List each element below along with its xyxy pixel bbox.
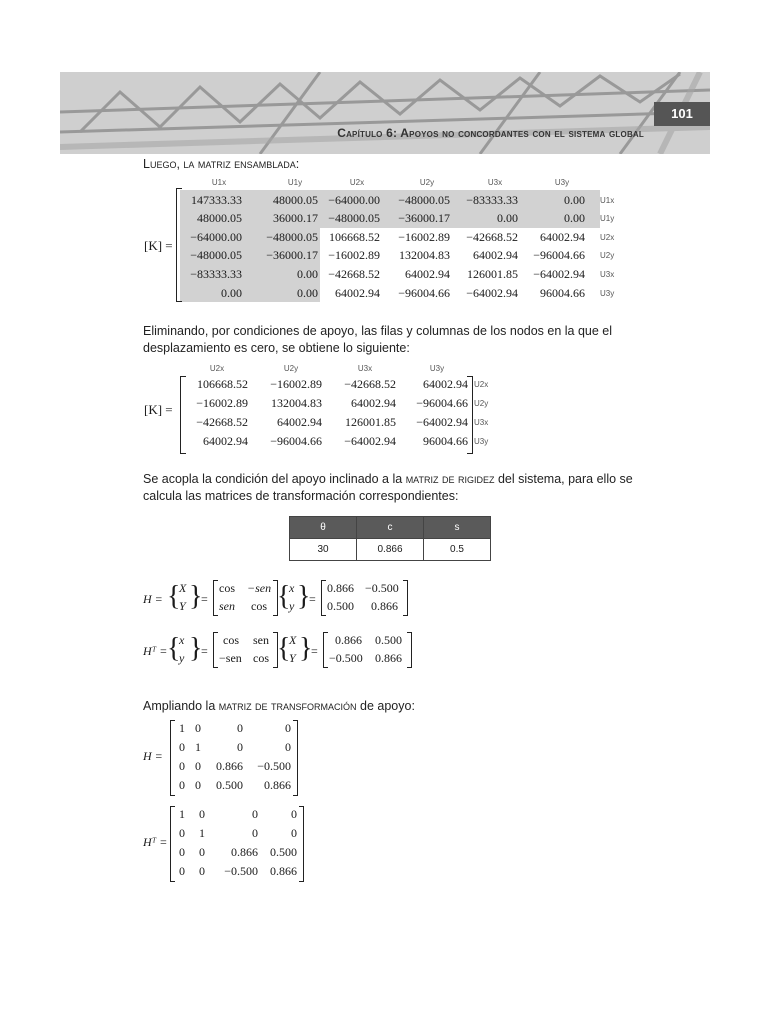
eq-ht-v2-0: X [289, 633, 297, 647]
matrix2-cell: 106668.52 [197, 377, 248, 391]
h4-cell: 0 [285, 721, 291, 735]
matrix1-cell: −64000.00 [328, 193, 380, 207]
header-banner [60, 72, 710, 154]
ht4-cell: 1 [179, 807, 185, 821]
ht4-cell: 0 [199, 807, 205, 821]
eq-h-r-bl [321, 580, 326, 616]
matrix2-cell: 64002.94 [203, 434, 248, 448]
h4-cell: 0 [179, 740, 185, 754]
matrix2-cell: 126001.85 [345, 415, 396, 429]
matrix2-cell: −42668.52 [344, 377, 396, 391]
matrix1-cell: 0.00 [297, 286, 318, 300]
eq-ht-brace-l: { [167, 633, 181, 664]
eq-h-equals-1: = [201, 592, 208, 606]
eq-ht-brace-r: } [189, 633, 203, 664]
eq-h-r-br [403, 580, 408, 616]
matrix1-cell: 96004.66 [540, 286, 585, 300]
matrix1-cell: −64000.00 [190, 230, 242, 244]
angle-parameter-table [289, 516, 491, 561]
value-s: 0.5 [424, 539, 491, 561]
eq-h-brace2-r: } [297, 581, 311, 612]
h4-cell: 0.866 [216, 759, 243, 773]
matrix1-label: [K] = [144, 238, 173, 253]
ht4-cell: 0 [179, 864, 185, 878]
eq-h-m00: cos [219, 581, 235, 595]
paragraph-couple [143, 471, 643, 505]
eq-h-m10: sen [219, 599, 235, 613]
eq-h-lhs: H = [143, 592, 163, 606]
h4-cell: 0 [195, 778, 201, 792]
matrix1-cell: 48000.05 [273, 193, 318, 207]
h4-cell: 0 [285, 740, 291, 754]
matrix2-col-header: U3x [357, 364, 373, 373]
matrix1-row-label: U1y [600, 214, 615, 223]
eq-h-brace-r: } [189, 581, 203, 612]
matrix1-cell: 106668.52 [329, 230, 380, 244]
matrix1-col-header: U2x [349, 178, 365, 187]
paragraph-eliminate: Eliminando, por condiciones de apoyo, las filas y columnas de los nodos en la que el desplazamiento es cero, se obtiene lo siguiente: [143, 324, 613, 355]
header-s: s [424, 517, 491, 539]
matrix1-cell: 64002.94 [473, 248, 518, 262]
header-c: c [357, 517, 424, 539]
text-p4a: Ampliando la [143, 699, 219, 713]
eq-ht-m00: cos [223, 633, 239, 647]
text-p3c: del sistema, para ello se calcula las matrices de transformación correspondientes: [143, 472, 633, 503]
ht4-cell: 0 [291, 826, 297, 840]
ht4-cell: −0.500 [224, 864, 258, 878]
paragraph-expand [143, 698, 643, 715]
matrix1-cell: −16002.89 [328, 248, 380, 262]
h4-cell: 0 [179, 759, 185, 773]
matrix1-cell: −83333.33 [466, 193, 518, 207]
eq-ht-brace2-l: { [277, 633, 291, 664]
ht4-cell: 0.866 [270, 864, 297, 878]
ht4-cell: 0 [179, 845, 185, 859]
header-theta: θ [290, 517, 357, 539]
matrix1-cell: −64002.94 [533, 267, 585, 281]
eq-h-v1-1: Y [179, 599, 186, 613]
matrix2-cell: −16002.89 [270, 377, 322, 391]
matrix2-row-label: U3y [474, 437, 489, 446]
h4-cell: −0.500 [257, 759, 291, 773]
eq-h-r00: 0.866 [327, 581, 354, 595]
h4-cell: 0.500 [216, 778, 243, 792]
eq-ht-equals-2: = [311, 644, 318, 658]
eq-ht-v1-1: y [179, 651, 185, 665]
eq-ht-v1-0: x [179, 633, 185, 647]
eq-ht-v2-1: Y [289, 651, 296, 665]
ht4-cell: 0 [252, 807, 258, 821]
paragraph-assembled-matrix [143, 156, 643, 173]
chapter-title: Capítulo 6: Apoyos no concordantes con el sistema global [337, 126, 644, 140]
matrix1-cell: −96004.66 [398, 286, 450, 300]
expanded-h-matrix [143, 718, 313, 798]
matrix1-cell: −36000.17 [266, 248, 318, 262]
matrix1-cell: −48000.05 [190, 248, 242, 262]
ht4-cell: 0 [252, 826, 258, 840]
h4-cell: 0 [179, 778, 185, 792]
matrix1-cell: −64002.94 [466, 286, 518, 300]
matrix1-cell: −16002.89 [398, 230, 450, 244]
matrix2-cell: −16002.89 [196, 396, 248, 410]
text-p3b: matriz de rigidez [405, 472, 495, 486]
ht4-cell: 0 [291, 807, 297, 821]
matrix1-row-label: U1x [600, 196, 615, 205]
eq-ht-lhs: Hᵀ = [143, 644, 168, 658]
truss-illustration [60, 72, 710, 154]
matrix2-cell: 132004.83 [271, 396, 322, 410]
matrix1-cell: −48000.05 [266, 230, 318, 244]
eq-h-r10: 0.500 [327, 599, 354, 613]
matrix2-cell: −96004.66 [416, 396, 468, 410]
matrix2-cell: 64002.94 [423, 377, 468, 391]
matrix1-cell: −48000.05 [398, 193, 450, 207]
matrix1-cell: 147333.33 [191, 193, 242, 207]
matrix1-row-label: U2x [600, 233, 615, 242]
ht4-label: Hᵀ = [143, 835, 168, 849]
matrix2-label: [K] = [144, 402, 173, 417]
matrix1-cell: 126001.85 [467, 267, 518, 281]
matrix2-cell: −96004.66 [270, 434, 322, 448]
matrix2-cell: 64002.94 [277, 415, 322, 429]
matrix1-cell: 0.00 [564, 193, 585, 207]
equation-ht [143, 630, 423, 670]
eq-ht-r01: 0.500 [375, 633, 402, 647]
matrix1-cell: 0.00 [564, 211, 585, 225]
h4-cell: 0.866 [264, 778, 291, 792]
eq-h-v2-0: x [289, 581, 295, 595]
h4-cell: 0 [237, 721, 243, 735]
eq-ht-equals-1: = [201, 644, 208, 658]
reduced-stiffness-matrix [140, 364, 520, 456]
h4-label: H = [143, 749, 163, 763]
ht4-right-bracket [299, 806, 304, 882]
matrix1-cell: −36000.17 [398, 211, 450, 225]
ht4-cell: 0.866 [231, 845, 258, 859]
matrix1-col-header: U3x [487, 178, 503, 187]
page-number: 101 [654, 102, 710, 126]
matrix2-row-label: U2x [474, 380, 489, 389]
eq-ht-m01: sen [253, 633, 269, 647]
matrix1-cell: −42668.52 [466, 230, 518, 244]
matrix2-cell: 96004.66 [423, 434, 468, 448]
eq-ht-brace2-r: } [299, 633, 313, 664]
eq-h-v2-1: y [289, 599, 295, 613]
matrix2-col-header: U3y [429, 364, 445, 373]
eq-h-m01: −sen [247, 581, 272, 595]
eq-ht-r10: −0.500 [329, 651, 363, 665]
matrix1-col-header: U2y [419, 178, 435, 187]
assembled-stiffness-matrix [140, 176, 620, 306]
h4-cell: 1 [195, 740, 201, 754]
matrix1-cell: −42668.52 [328, 267, 380, 281]
text-p4b: matriz de transformación [218, 699, 357, 713]
eq-h-brace2-l: { [277, 581, 291, 612]
eq-h-m11: cos [251, 599, 267, 613]
eq-ht-r11: 0.866 [375, 651, 402, 665]
h4-cell: 0 [195, 721, 201, 735]
matrix1-cell: 48000.05 [197, 211, 242, 225]
eq-h-m-bl [213, 580, 218, 616]
matrix1-cell: −83333.33 [190, 267, 242, 281]
matrix2-cell: −64002.94 [344, 434, 396, 448]
eq-ht-r00: 0.866 [335, 633, 362, 647]
ht4-cell: 0 [199, 864, 205, 878]
ht4-cell: 0 [179, 826, 185, 840]
matrix1-row-label: U2y [600, 251, 615, 260]
h4-right-bracket [293, 720, 298, 796]
text-p1: Luego, la matriz ensamblada: [143, 157, 300, 171]
matrix1-cell: −48000.05 [328, 211, 380, 225]
value-c: 0.866 [357, 539, 424, 561]
expanded-ht-matrix [143, 804, 313, 884]
matrix2-col-header: U2y [283, 364, 299, 373]
text-p4c: de apoyo: [356, 699, 415, 713]
matrix1-cell: 0.00 [221, 286, 242, 300]
matrix2-cell: 64002.94 [351, 396, 396, 410]
matrix1-row-label: U3y [600, 289, 615, 298]
eq-ht-r-bl [323, 632, 328, 668]
matrix1-cell: 0.00 [297, 267, 318, 281]
eq-ht-m-bl [213, 632, 218, 668]
matrix1-cell: 0.00 [497, 211, 518, 225]
eq-h-brace-l: { [167, 581, 181, 612]
matrix2-cell: −42668.52 [196, 415, 248, 429]
matrix2-row-label: U3x [474, 418, 489, 427]
matrix1-cell: 64002.94 [540, 230, 585, 244]
matrix1-cell: 64002.94 [405, 267, 450, 281]
equation-h [143, 578, 423, 618]
ht4-cell: 1 [199, 826, 205, 840]
matrix1-cell: 64002.94 [335, 286, 380, 300]
matrix1-cell: −96004.66 [533, 248, 585, 262]
eq-h-v1-0: X [179, 581, 187, 595]
matrix1-row-label: U3x [600, 270, 615, 279]
ht4-cell: 0 [199, 845, 205, 859]
h4-cell: 1 [179, 721, 185, 735]
matrix1-col-header: U1x [211, 178, 227, 187]
eq-h-r01: −0.500 [365, 581, 399, 595]
h4-cell: 0 [195, 759, 201, 773]
matrix2-col-header: U2x [209, 364, 225, 373]
h4-cell: 0 [237, 740, 243, 754]
matrix1-col-header: U3y [554, 178, 570, 187]
matrix1-col-header: U1y [287, 178, 303, 187]
eq-ht-r-br [407, 632, 412, 668]
text-p3a: Se acopla la condición del apoyo inclinado a la [143, 472, 406, 486]
matrix1-cell: 36000.17 [273, 211, 318, 225]
ht4-cell: 0.500 [270, 845, 297, 859]
eq-h-equals-2: = [309, 592, 316, 606]
matrix2-cell: −64002.94 [416, 415, 468, 429]
eq-h-r11: 0.866 [371, 599, 398, 613]
value-theta: 30 [290, 539, 357, 561]
matrix1-cell: 132004.83 [399, 248, 450, 262]
eq-ht-m10: −sen [219, 651, 242, 665]
eq-ht-m11: cos [253, 651, 269, 665]
matrix2-row-label: U2y [474, 399, 489, 408]
